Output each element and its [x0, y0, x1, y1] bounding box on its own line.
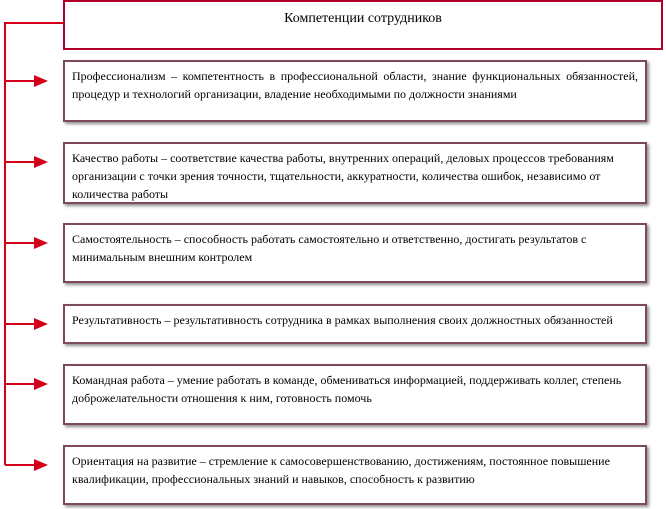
diagram-title: Компетенции сотрудников: [284, 11, 442, 26]
arrow-head-icon: [34, 75, 48, 87]
arrow-head-icon: [34, 378, 48, 390]
competency-text: Качество работы – соответствие качества работы, внутренних операций, деловых процессов требованиям организации с точки зрения точности, тщательности, аккуратности, количества ошибок, независимо от количества работы: [72, 151, 614, 201]
competency-box-professionalism: [63, 60, 647, 122]
competency-box-effectiveness: [63, 304, 647, 344]
arrow-head-icon: [34, 318, 48, 330]
arrow-head-icon: [34, 156, 48, 168]
competency-box-development: [63, 445, 647, 505]
title-box: [63, 0, 663, 50]
competency-box-work-quality: [63, 142, 647, 204]
competency-box-independence: [63, 223, 647, 283]
competency-text: Профессионализм – компетентность в профессиональной области, знание функциональных обязанностей, процедур и технологий организации, владение необходимыми по должности знаниями: [72, 69, 638, 101]
competency-text: Результативность – результативность сотрудника в рамках выполнения своих должностных обязанностей: [72, 313, 613, 327]
competency-text: Ориентация на развитие – стремление к самосовершенствованию, достижениям, постоянное повышение квалификации, профессиональных знаний и навыков, способность к развитию: [72, 454, 610, 486]
arrow-head-icon: [34, 459, 48, 471]
competency-text: Самостоятельность – способность работать самостоятельно и ответственно, достигать результатов с минимальным внешним контролем: [72, 232, 587, 264]
competency-text: Командная работа – умение работать в команде, обмениваться информацией, поддерживать коллег, степень доброжелательности отношения к ним, готовность помочь: [72, 373, 622, 405]
arrow-head-icon: [34, 237, 48, 249]
competency-box-teamwork: [63, 364, 647, 425]
